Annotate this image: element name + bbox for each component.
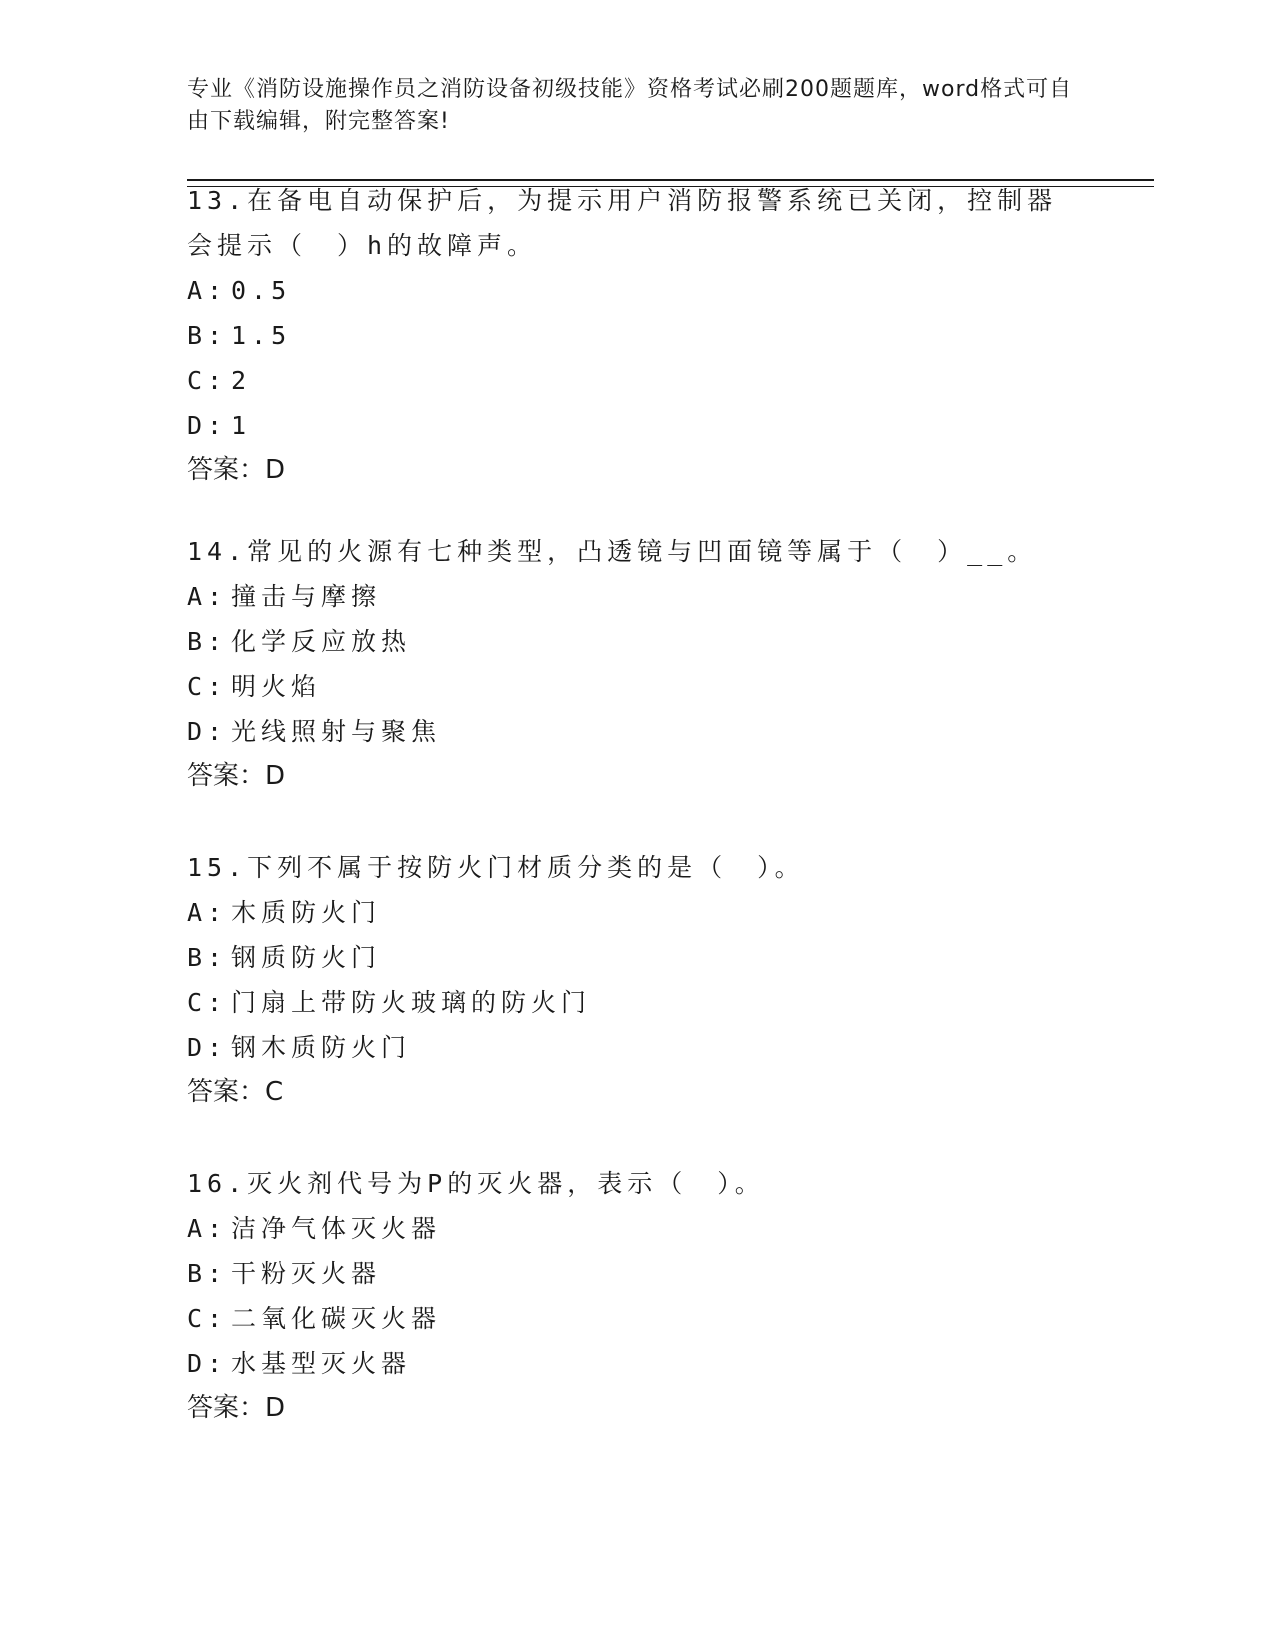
question-15: [187, 845, 1087, 1114]
option-b: [187, 1251, 1087, 1296]
answer-line: 答案：D: [187, 1393, 286, 1423]
option-key: D:: [187, 411, 228, 440]
option-text: 洁净气体灭火器: [231, 1214, 442, 1243]
option-text: 2: [231, 366, 252, 395]
option-text: 光线照射与聚焦: [231, 717, 442, 746]
option-b: [187, 619, 1087, 664]
question-stem: 14.常见的火源有七种类型，凸透镜与凹面镜等属于（ ）__。: [187, 537, 1038, 566]
option-c: [187, 664, 1087, 709]
option-d: [187, 1341, 1087, 1386]
option-a: [187, 1206, 1087, 1251]
option-key: A:: [187, 898, 228, 927]
option-text: 1.5: [231, 321, 292, 350]
question-stem: 15.下列不属于按防火门材质分类的是（ ）。: [187, 853, 805, 882]
option-text: 明火焰: [231, 672, 322, 701]
option-key: A:: [187, 276, 228, 305]
option-key: D:: [187, 1349, 228, 1378]
question-14: [187, 529, 1087, 798]
option-key: A:: [187, 582, 228, 611]
option-text: 0.5: [231, 276, 292, 305]
option-key: A:: [187, 1214, 228, 1243]
option-c: [187, 980, 1087, 1025]
question-16: [187, 1161, 1087, 1430]
option-b: [187, 935, 1087, 980]
question-stem: 16.灭火剂代号为P的灭火器，表示（ ）。: [187, 1169, 765, 1198]
option-text: 撞击与摩擦: [231, 582, 382, 611]
answer-line: 答案：C: [187, 1077, 284, 1107]
option-text: 木质防火门: [231, 898, 382, 927]
option-d: [187, 403, 1087, 448]
option-text: 门扇上带防火玻璃的防火门: [231, 988, 592, 1017]
option-c: [187, 358, 1087, 403]
option-key: B:: [187, 1259, 228, 1288]
option-d: [187, 1025, 1087, 1070]
option-text: 1: [231, 411, 252, 440]
option-d: [187, 709, 1087, 754]
document-header: 专业《消防设施操作员之消防设备初级技能》资格考试必刷200题题库，word格式可自由下载编辑，附完整答案!: [187, 77, 1073, 134]
option-key: C:: [187, 672, 228, 701]
option-key: D:: [187, 717, 228, 746]
option-key: C:: [187, 1304, 228, 1333]
option-c: [187, 1296, 1087, 1341]
option-text: 水基型灭火器: [231, 1349, 412, 1378]
option-text: 钢质防火门: [231, 943, 382, 972]
option-a: [187, 268, 1087, 313]
question-13: [187, 178, 1087, 492]
option-text: 钢木质防火门: [231, 1033, 412, 1062]
option-b: [187, 313, 1087, 358]
option-text: 二氧化碳灭火器: [231, 1304, 442, 1333]
option-a: [187, 890, 1087, 935]
option-key: C:: [187, 366, 228, 395]
option-key: B:: [187, 943, 228, 972]
option-text: 干粉灭火器: [231, 1259, 382, 1288]
option-text: 化学反应放热: [231, 627, 412, 656]
question-stem: 13.在备电自动保护后，为提示用户消防报警系统已关闭，控制器会提示（ ）h的故障声。: [187, 186, 1058, 260]
option-key: B:: [187, 321, 228, 350]
answer-line: 答案：D: [187, 761, 286, 791]
option-key: C:: [187, 988, 228, 1017]
option-key: D:: [187, 1033, 228, 1062]
answer-line: 答案：D: [187, 455, 286, 485]
option-a: [187, 574, 1087, 619]
option-key: B:: [187, 627, 228, 656]
